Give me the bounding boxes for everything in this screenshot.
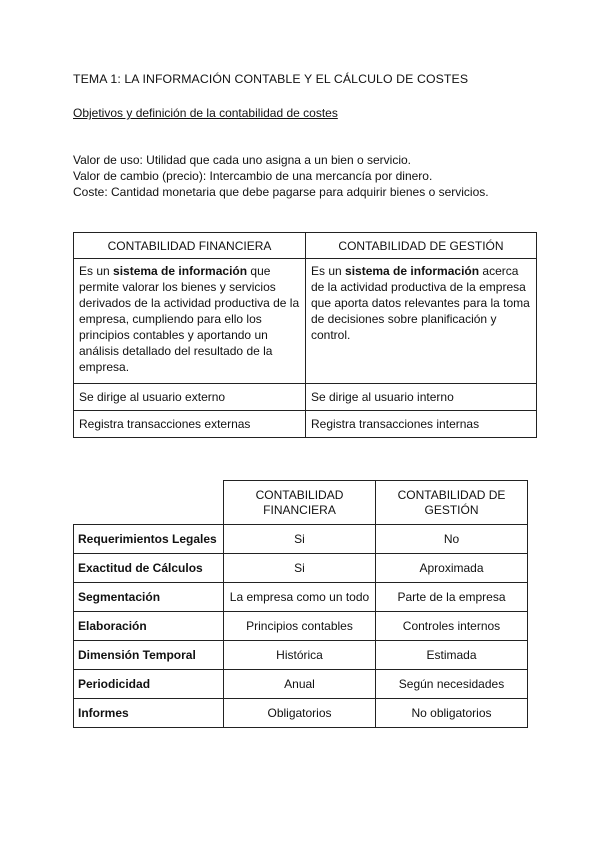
section-heading: Objetivos y definición de la contabilidad de costes <box>73 106 338 120</box>
header-gestion: CONTABILIDAD DE GESTIÓN <box>306 233 537 259</box>
table-row <box>74 525 528 554</box>
table-cell: Registra transacciones internas <box>306 411 537 438</box>
row-label: Informes <box>74 699 224 728</box>
table-row <box>74 384 537 411</box>
financiera-desc-suffix: que permite valorar los bienes y servicios derivados de la actividad productiva de la empresa, cumpliendo para ello los principios contables y aportando un análisis detallado del resultado de la empresa. <box>79 264 300 374</box>
table-cell: Registra transacciones externas <box>74 411 306 438</box>
table-cell: La empresa como un todo <box>224 583 376 612</box>
gestion-desc-prefix: Es un <box>311 264 346 278</box>
table-cell: Se dirige al usuario interno <box>306 384 537 411</box>
table-cell: Parte de la empresa <box>376 583 528 612</box>
table-row <box>74 670 528 699</box>
table-cell: No <box>376 525 528 554</box>
header-gestion: CONTABILIDAD DE GESTIÓN <box>376 481 528 525</box>
row-label: Segmentación <box>74 583 224 612</box>
row-label: Periodicidad <box>74 670 224 699</box>
table-cell: Se dirige al usuario externo <box>74 384 306 411</box>
comparison-table-attributes <box>73 480 528 728</box>
definition-coste: Coste: Cantidad monetaria que debe pagarse para adquirir bienes o servicios. <box>73 185 489 199</box>
table-row <box>74 699 528 728</box>
gestion-desc-bold: sistema de información <box>345 264 480 278</box>
row-label: Exactitud de Cálculos <box>74 554 224 583</box>
definition-valor-cambio: Valor de cambio (precio): Intercambio de una mercancía por dinero. <box>73 169 433 183</box>
header-financiera: CONTABILIDAD FINANCIERA <box>74 233 306 259</box>
financiera-desc-prefix: Es un <box>79 264 114 278</box>
table-row <box>74 411 537 438</box>
table-cell: Si <box>224 525 376 554</box>
table-row <box>74 583 528 612</box>
table-cell: Aproximada <box>376 554 528 583</box>
table-cell: Según necesidades <box>376 670 528 699</box>
table-cell: Principios contables <box>224 612 376 641</box>
row-label: Dimensión Temporal <box>74 641 224 670</box>
table-cell: Histórica <box>224 641 376 670</box>
table-row <box>74 259 537 384</box>
table-row <box>74 612 528 641</box>
table-row <box>74 554 528 583</box>
header-financiera: CONTABILIDAD FINANCIERA <box>224 481 376 525</box>
table-header-row <box>74 481 528 525</box>
financiera-description <box>74 259 306 384</box>
comparison-table-descriptions <box>73 232 537 438</box>
empty-header-cell <box>74 481 224 525</box>
table-cell: Obligatorios <box>224 699 376 728</box>
gestion-description <box>306 259 537 384</box>
definition-valor-uso: Valor de uso: Utilidad que cada uno asigna a un bien o servicio. <box>73 153 411 167</box>
table-row <box>74 641 528 670</box>
table-cell: No obligatorios <box>376 699 528 728</box>
table-cell: Si <box>224 554 376 583</box>
definitions-block <box>73 152 489 200</box>
financiera-desc-bold: sistema de información <box>113 264 248 278</box>
row-label: Requerimientos Legales <box>74 525 224 554</box>
table-header-row <box>74 233 537 259</box>
table-cell: Anual <box>224 670 376 699</box>
table-cell: Controles internos <box>376 612 528 641</box>
table-cell: Estimada <box>376 641 528 670</box>
row-label: Elaboración <box>74 612 224 641</box>
gestion-desc-suffix: acerca de la actividad productiva de la empresa que aporta datos relevantes para la toma de decisiones sobre planificación y control. <box>311 264 530 342</box>
page-title: TEMA 1: LA INFORMACIÓN CONTABLE Y EL CÁLCULO DE COSTES <box>73 72 469 86</box>
